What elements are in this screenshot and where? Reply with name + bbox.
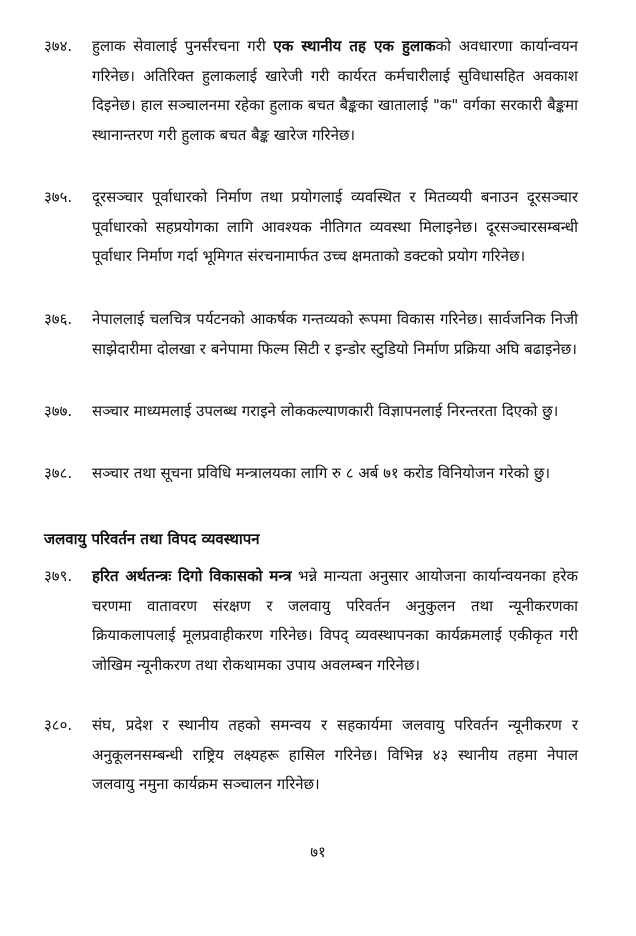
paragraph-text: दूरसञ्चार पूर्वाधारको निर्माण तथा प्रयोगलाई व्यवस्थित र मितव्ययी बनाउन दूरसञ्चार पूर्वाधारको सहप्रयोगका लागि आवश्यक नीतिगत व्यवस्था मिलाइनेछ। दूरसञ्चारसम्बन्धी पूर्वाधार निर्माण गर्दा भूमिगत संरचनामार्फत उच्च क्षमताको डक्टको प्रयोग गरिनेछ। [92,188,578,265]
paragraph-375 [44,183,578,272]
paragraph-text: नेपाललाई चलचित्र पर्यटनको आकर्षक गन्तव्यको रूपमा विकास गरिनेछ। सार्वजनिक निजी साझेदारीमा दोलखा र बनेपामा फिल्म सिटी र इन्डोर स्टुडियो निर्माण प्रक्रिया अघि बढाइनेछ। [92,310,578,358]
paragraph-377 [44,397,578,427]
paragraph-number: ३८०. [44,716,73,734]
paragraph-379 [44,562,578,680]
paragraph-text: हरित अर्थतन्त्रः दिगो विकासको मन्त्र भन्ने मान्यता अनुसार आयोजना कार्यान्वयनका हरेक चरणमा वातावरण संरक्षण र जलवायु परिवर्तन अनुकुलन तथा न्यूनीकरणका क्रियाकलापलाई मूलप्रवाहीकरण गरिनेछ। विपद् व्यवस्थापनका कार्यक्रमलाई एकीकृत गरी जोखिम न्यूनीकरण तथा रोकथामका उपाय अवलम्बन गरिनेछ। [92,567,579,674]
paragraph-text: हुलाक सेवालाई पुनर्संरचना गरी एक स्थानीय तह एक हुलाकको अवधारणा कार्यान्वयन गरिनेछ। अतिरिक्त हुलाकलाई खारेजी गरी कार्यरत कर्मचारीलाई सुविधासहित अवकाश दिइनेछ। हाल सञ्चालनमा रहेका हुलाक बचत बैङ्कका खातालाई "क" वर्गका सरकारी बैङ्कमा स्थानान्तरण गरी हुलाक बचत बैङ्क खारेज गरिनेछ। [92,37,578,144]
paragraph-number: ३७८. [44,464,73,482]
paragraph-380 [44,711,578,800]
paragraph-number: ३७६. [44,310,73,328]
paragraph-text: सञ्चार तथा सूचना प्रविधि मन्त्रालयका लागि रु ८ अर्ब ७१ करोड विनियोजन गरेको छु। [92,464,551,482]
paragraph-number: ३७४. [44,37,73,55]
paragraph-376 [44,305,578,364]
page-number: ७१ [310,843,326,861]
paragraph-text: संघ, प्रदेश र स्थानीय तहको समन्वय र सहकार्यमा जलवायु परिवर्तन न्यूनीकरण र अनुकूलनसम्बन्धी राष्ट्रिय लक्ष्यहरू हासिल गरिनेछ। विभिन्न ४३ स्थानीय तहमा नेपाल जलवायु नमुना कार्यक्रम सञ्चालन गरिनेछ। [92,716,578,793]
paragraph-374 [44,32,578,150]
bold-phrase: हरित अर्थतन्त्रः दिगो विकासको मन्त्र [92,567,292,585]
paragraph-378 [44,459,578,489]
paragraph-number: ३७५. [44,188,73,206]
paragraph-number: ३७७. [44,402,73,420]
bold-phrase: एक स्थानीय तह एक हुलाक [273,37,436,55]
paragraph-text: सञ्चार माध्यमलाई उपलब्ध गराइने लोककल्याणकारी विज्ञापनलाई निरन्तरता दिएको छु। [92,402,559,420]
paragraph-number: ३७९. [44,567,73,585]
section-heading: जलवायु परिवर्तन तथा विपद व्यवस्थापन [44,530,260,548]
